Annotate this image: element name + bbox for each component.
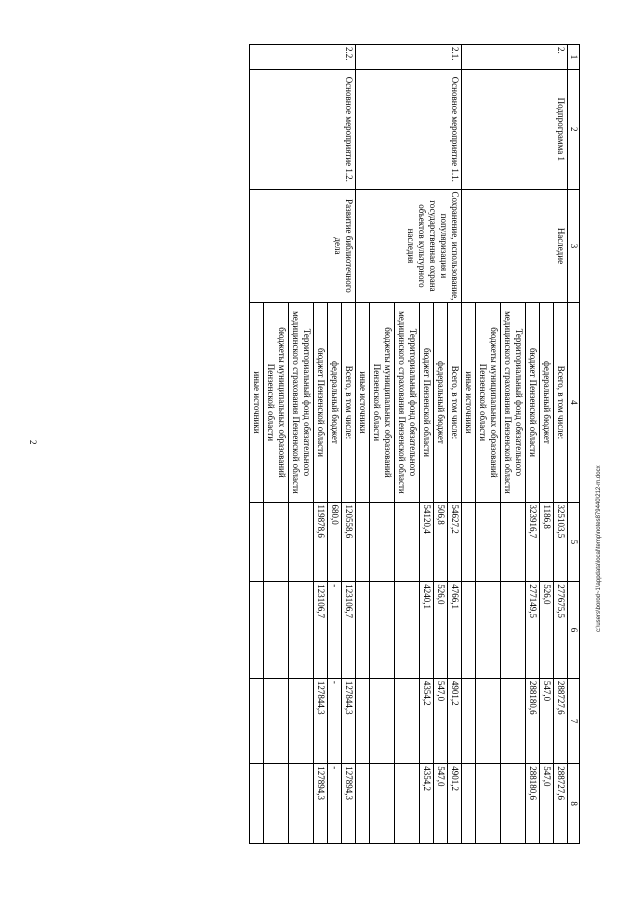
- column-header-8: 8: [568, 764, 580, 844]
- value-col8: 127894,3: [342, 764, 356, 844]
- column-header-5: 5: [568, 502, 580, 582]
- table-rotated: [80, 44, 580, 844]
- funding-source: Всего, в том числе:: [342, 303, 356, 502]
- value-col6: [356, 582, 370, 679]
- value-col5: 120558,6: [342, 502, 356, 582]
- program-description: Наследие: [462, 189, 568, 303]
- value-col5: [395, 502, 420, 582]
- value-col7: [289, 678, 314, 763]
- value-col6: [476, 582, 501, 679]
- funding-source: бюджет Пензенской области: [526, 303, 540, 502]
- funding-source: федеральный бюджет: [540, 303, 554, 502]
- column-header-6: 6: [568, 582, 580, 679]
- value-col5: [250, 502, 264, 582]
- value-col5: [370, 502, 395, 582]
- funding-source: Территориальный фонд обязательного медицинского страхования Пензенской области: [501, 303, 526, 502]
- value-col8: [501, 764, 526, 844]
- value-col8: [462, 764, 476, 844]
- value-col7: 547,0: [434, 678, 448, 763]
- value-col8: [370, 764, 395, 844]
- value-col8: 4901,2: [448, 764, 462, 844]
- funding-source: Территориальный фонд обязательного медицинского страхования Пензенской области: [395, 303, 420, 502]
- column-header-3: 3: [568, 189, 580, 303]
- value-col6: [462, 582, 476, 679]
- value-col5: 323916,7: [526, 502, 540, 582]
- funding-source: иные источники: [462, 303, 476, 502]
- value-col8: 4354,2: [420, 764, 434, 844]
- value-col7: 127844,3: [314, 678, 328, 763]
- value-col6: [370, 582, 395, 679]
- column-header-2: 2: [568, 70, 580, 190]
- value-col5: [264, 502, 289, 582]
- value-col7: [356, 678, 370, 763]
- value-col8: [356, 764, 370, 844]
- value-col5: [462, 502, 476, 582]
- funding-source: федеральный бюджет: [434, 303, 448, 502]
- value-col8: 547,0: [434, 764, 448, 844]
- value-col8: 547,0: [540, 764, 554, 844]
- value-col6: 123106,7: [314, 582, 328, 679]
- value-col8: [264, 764, 289, 844]
- funding-source: бюджет Пензенской области: [314, 303, 328, 502]
- funding-source: бюджет Пензенской области: [420, 303, 434, 502]
- column-header-4: 4: [568, 303, 580, 502]
- funding-source: иные источники: [356, 303, 370, 502]
- value-col8: 127894,3: [314, 764, 328, 844]
- value-col5: 506,8: [434, 502, 448, 582]
- rotated-table-container: [75, 0, 635, 806]
- value-col5: [356, 502, 370, 582]
- value-col6: -: [328, 582, 342, 679]
- value-col6: [395, 582, 420, 679]
- funding-source: бюджеты муниципальных образований Пензенской области: [370, 303, 395, 502]
- value-col6: 277675,5: [554, 582, 568, 679]
- value-col7: [250, 678, 264, 763]
- funding-source: иные источники: [250, 303, 264, 502]
- value-col6: [289, 582, 314, 679]
- value-col7: [370, 678, 395, 763]
- value-col5: 119878,6: [314, 502, 328, 582]
- row-number: 2.2.: [250, 45, 356, 70]
- value-col7: 127844,3: [342, 678, 356, 763]
- value-col7: -: [328, 678, 342, 763]
- value-col5: 54627,2: [448, 502, 462, 582]
- program-name: Основное мероприятие 1.1.: [356, 70, 462, 190]
- table-row: [448, 45, 462, 844]
- value-col7: 547,0: [540, 678, 554, 763]
- value-col7: [476, 678, 501, 763]
- funding-source: бюджеты муниципальных образований Пензенской области: [264, 303, 289, 502]
- value-col8: 288727,6: [554, 764, 568, 844]
- value-col5: 680,0: [328, 502, 342, 582]
- column-header-1: 1: [568, 45, 580, 70]
- value-col7: [501, 678, 526, 763]
- value-col7: 288180,6: [526, 678, 540, 763]
- value-col6: [250, 582, 264, 679]
- footer-file-path: c:\users\borod~1\appdata\local\temp\notes879440\212-m.docx: [596, 465, 602, 632]
- row-number: 2.1.: [356, 45, 462, 70]
- value-col5: 325103,5: [554, 502, 568, 582]
- value-col6: 4240,1: [420, 582, 434, 679]
- table-row: [342, 45, 356, 844]
- program-description: Сохранение, использование, популяризация и государственная охрана объектов культурного наследия: [356, 189, 462, 303]
- column-header-7: 7: [568, 678, 580, 763]
- program-name: Подпрограмма 1: [462, 70, 568, 190]
- value-col5: [476, 502, 501, 582]
- value-col6: 526,0: [434, 582, 448, 679]
- value-col6: [501, 582, 526, 679]
- value-col5: [501, 502, 526, 582]
- value-col5: [289, 502, 314, 582]
- value-col6: 4766,1: [448, 582, 462, 679]
- value-col7: [395, 678, 420, 763]
- value-col7: 4354,2: [420, 678, 434, 763]
- page-number: 2: [28, 440, 38, 445]
- value-col6: 123106,7: [342, 582, 356, 679]
- funding-table: [249, 44, 580, 844]
- funding-source: Всего, в том числе:: [554, 303, 568, 502]
- value-col8: 288180,6: [526, 764, 540, 844]
- value-col8: [395, 764, 420, 844]
- row-number: 2.: [462, 45, 568, 70]
- funding-source: бюджеты муниципальных образований Пензенской области: [476, 303, 501, 502]
- value-col6: 277149,5: [526, 582, 540, 679]
- table-row: [554, 45, 568, 844]
- value-col7: [462, 678, 476, 763]
- value-col8: [250, 764, 264, 844]
- value-col8: -: [328, 764, 342, 844]
- value-col6: 526,0: [540, 582, 554, 679]
- value-col6: [264, 582, 289, 679]
- funding-source: Территориальный фонд обязательного медицинского страхования Пензенской области: [289, 303, 314, 502]
- header-row: [568, 45, 580, 844]
- program-name: Основное мероприятие 1.2.: [250, 70, 356, 190]
- value-col5: 1186,8: [540, 502, 554, 582]
- value-col5: 54120,4: [420, 502, 434, 582]
- program-description: Развитие библиотечного дела: [250, 189, 356, 303]
- funding-source: Всего, в том числе:: [448, 303, 462, 502]
- value-col8: [289, 764, 314, 844]
- funding-source: федеральный бюджет: [328, 303, 342, 502]
- value-col7: 4901,2: [448, 678, 462, 763]
- value-col8: [476, 764, 501, 844]
- value-col7: [264, 678, 289, 763]
- value-col7: 288727,6: [554, 678, 568, 763]
